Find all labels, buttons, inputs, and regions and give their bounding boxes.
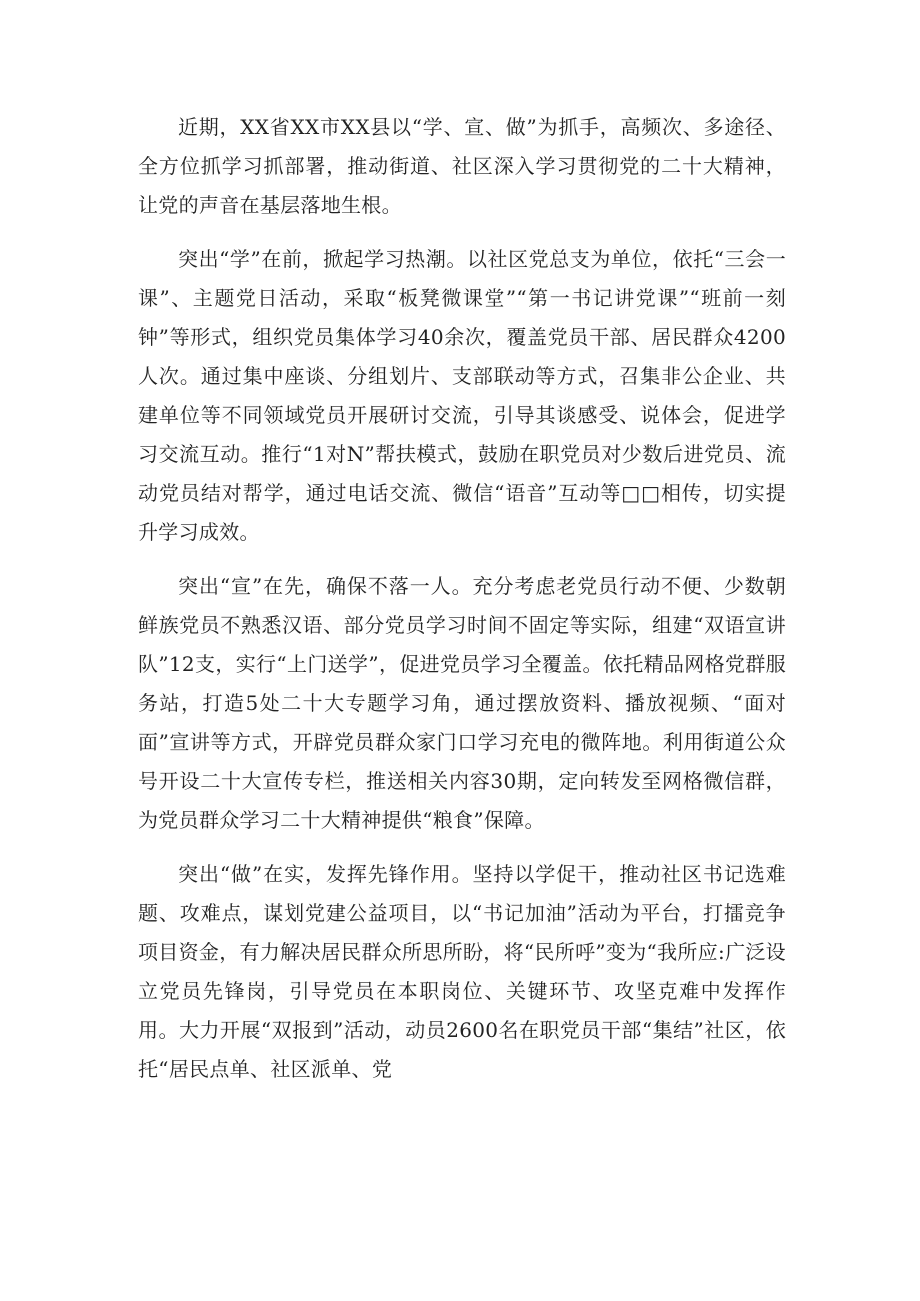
paragraph-study: 突出“学”在前，掀起学习热潮。以社区党总支为单位，依托“三会一课”、主题党日活动，采取“板凳微课堂”“第一书记讲党课”“班前一刻钟”等形式，组织党员集体学习40余次，覆盖党员干部、居民群众4200人次。通过集中座谈、分组划片、支部联动等方式，召集非公企业、共建单位等不同领域党员开展研讨交流，引导其谈感受、说体会，促进学习交流互动。推行“1对N”帮扶模式，鼓励在职党员对少数后进党员、流动党员结对帮学，通过电话交流、微信“语音”互动等□□相传，切实提升学习成效。 [138, 247, 786, 544]
paragraph-publicize: 突出“宣”在先，确保不落一人。充分考虑老党员行动不便、少数朝鲜族党员不熟悉汉语、部分党员学习时间不固定等实际，组建“双语宣讲队”12支，实行“上门送学”，促进党员学习全覆盖。依托精品网格党群服务站，打造5处二十大专题学习角，通过摆放资料、播放视频、“面对面”宣讲等方式，开辟党员群众家门口学习充电的微阵地。利用街道公众号开设二十大宣传专栏，推送相关内容30期，定向转发至网格微信群，为党员群众学习二十大精神提供“粮食”保障。 [138, 574, 786, 832]
document-body [138, 108, 786, 1104]
paragraph-action: 突出“做”在实，发挥先锋作用。坚持以学促干，推动社区书记选难题、攻难点，谋划党建公益项目，以“书记加油”活动为平台，打擂竞争项目资金，有力解决居民群众所思所盼，将“民所呼”变为“我所应:广泛设立党员先锋岗，引导党员在本职岗位、关键环节、攻坚克难中发挥作用。大力开展“双报到”活动，动员2600名在职党员干部“集结”社区，依托“居民点单、社区派单、党 [138, 862, 786, 1081]
paragraph-intro: 近期，XX省XX市XX县以“学、宣、做”为抓手，高频次、多途径、全方位抓学习抓部署，推动街道、社区深入学习贯彻党的二十大精神，让党的声音在基层落地生根。 [138, 115, 786, 217]
